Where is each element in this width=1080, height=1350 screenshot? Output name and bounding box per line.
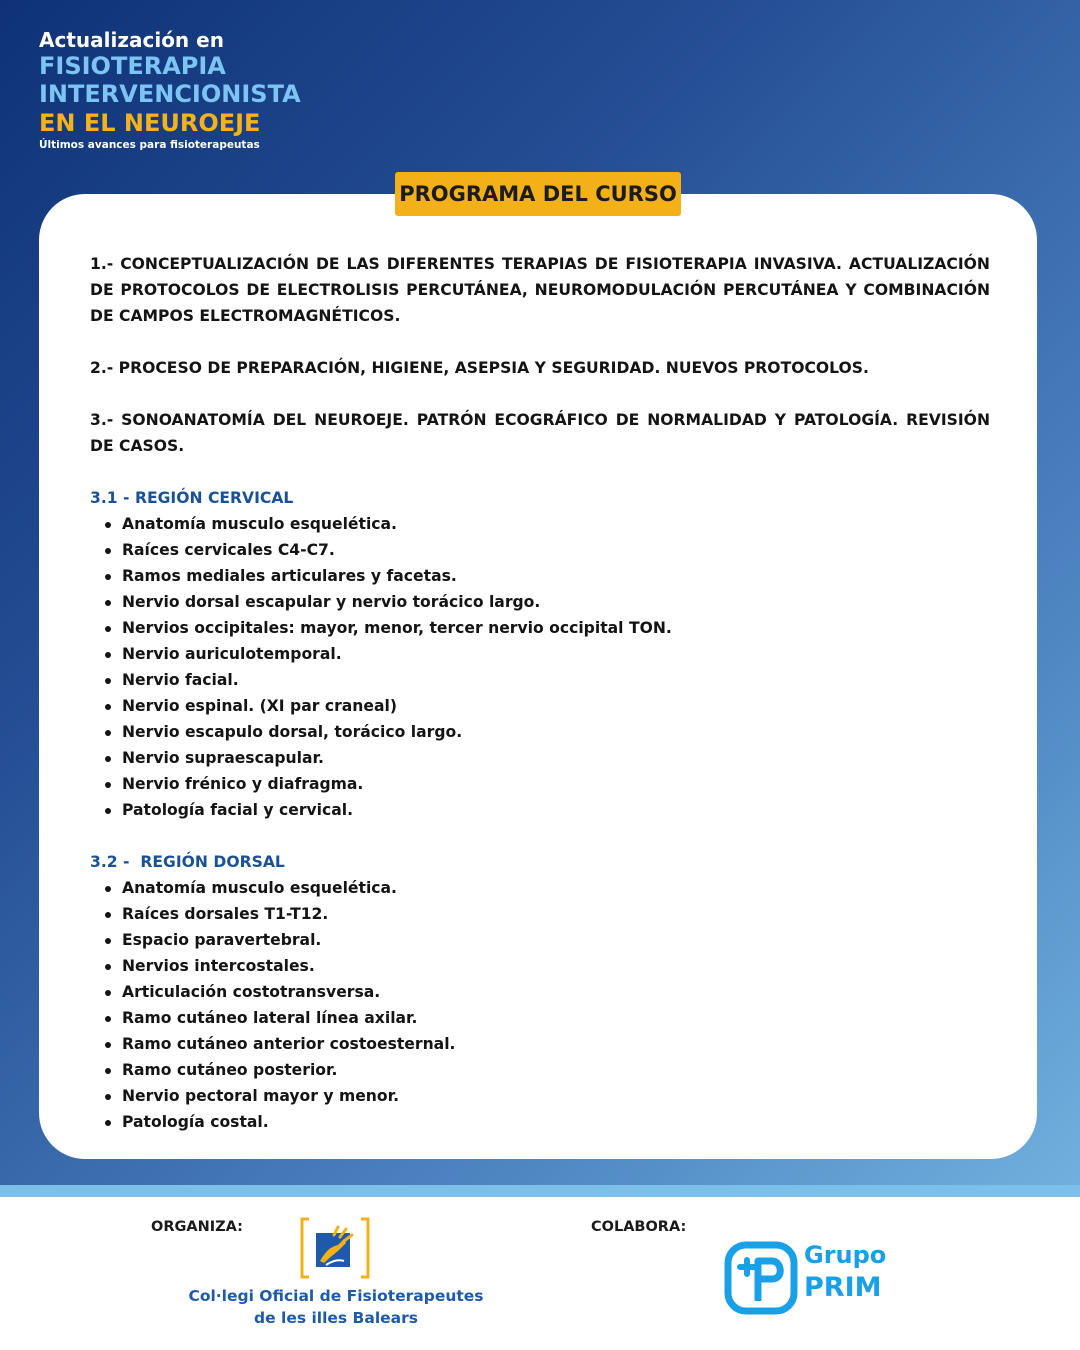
topic-3: 3.- SONOANATOMÍA DEL NEUROEJE. PATRÓN ECOGRÁFICO DE NORMALIDAD Y PATOLOGÍA. REVISIÓN DE CASOS. (90, 411, 990, 455)
list-item: Nervio dorsal escapular y nervio torácico largo. (90, 589, 990, 615)
grupo-prim-logo-icon (724, 1241, 798, 1315)
list-item: Anatomía musculo esquelética. (90, 875, 990, 901)
sponsor-name-line-2: PRIM (804, 1272, 882, 1303)
organizer-name-line-1: Col·legi Oficial de Fisioterapeutes (188, 1287, 484, 1305)
college-logo-icon (300, 1217, 370, 1281)
list-item: Articulación costotransversa. (90, 979, 990, 1005)
header-line-1: Actualización en (39, 28, 224, 52)
list-item: Raíces cervicales C4-C7. (90, 537, 990, 563)
header-line-3: INTERVENCIONISTA (39, 80, 301, 108)
list-item: Patología costal. (90, 1109, 990, 1135)
list-item: Ramos mediales articulares y facetas. (90, 563, 990, 589)
list-item: Raíces dorsales T1-T12. (90, 901, 990, 927)
program-content (90, 251, 990, 1161)
list-item: Nervio espinal. (XI par craneal) (90, 693, 990, 719)
organizer-name (160, 1285, 512, 1329)
topic-1: 1.- CONCEPTUALIZACIÓN DE LAS DIFERENTES TERAPIAS DE FISIOTERAPIA INVASIVA. ACTUALIZACIÓN DE PROTOCOLOS DE ELECTROLISIS PERCUTÁNEA, NEUROMODULACIÓN PERCUTÁNEA Y COMBINACIÓN DE CAMPOS ELECTROMAGNÉTICOS. (90, 255, 990, 325)
footer-divider-band (0, 1185, 1080, 1197)
list-item: Ramo cutáneo lateral línea axilar. (90, 1005, 990, 1031)
topic-2: 2.- PROCESO DE PREPARACIÓN, HIGIENE, ASEPSIA Y SEGURIDAD. NUEVOS PROTOCOLOS. (90, 359, 869, 377)
list-item: Anatomía musculo esquelética. (90, 511, 990, 537)
list-item: Ramo cutáneo anterior costoesternal. (90, 1031, 990, 1057)
list-item: Espacio paravertebral. (90, 927, 990, 953)
section-cervical-title: 3.1 - REGIÓN CERVICAL (90, 489, 294, 507)
sponsor-name (804, 1239, 924, 1305)
header-line-2: FISIOTERAPIA (39, 52, 226, 80)
list-item: Nervios occipitales: mayor, menor, tercer nervio occipital TON. (90, 615, 990, 641)
list-item: Ramo cutáneo posterior. (90, 1057, 990, 1083)
organizer-name-line-2: de les illes Balears (254, 1309, 418, 1327)
program-title: PROGRAMA DEL CURSO (395, 172, 681, 216)
section-cervical-list (90, 511, 990, 823)
course-header (39, 28, 439, 152)
header-line-4: EN EL NEUROEJE (39, 109, 261, 137)
list-item: Patología facial y cervical. (90, 797, 990, 823)
colabora-label: COLABORA: (591, 1219, 687, 1235)
section-dorsal-title: 3.2 - REGIÓN DORSAL (90, 853, 285, 871)
list-item: Nervio frénico y diafragma. (90, 771, 990, 797)
list-item: Nervio facial. (90, 667, 990, 693)
list-item: Nervio supraescapular. (90, 745, 990, 771)
sponsor-name-line-1: Grupo (804, 1241, 887, 1269)
section-dorsal-list (90, 875, 990, 1135)
list-item: Nervio pectoral mayor y menor. (90, 1083, 990, 1109)
header-subtitle: Últimos avances para fisioterapeutas (39, 139, 260, 151)
organiza-label: ORGANIZA: (151, 1219, 243, 1235)
footer (0, 1197, 1080, 1350)
list-item: Nervios intercostales. (90, 953, 990, 979)
list-item: Nervio escapulo dorsal, torácico largo. (90, 719, 990, 745)
list-item: Nervio auriculotemporal. (90, 641, 990, 667)
